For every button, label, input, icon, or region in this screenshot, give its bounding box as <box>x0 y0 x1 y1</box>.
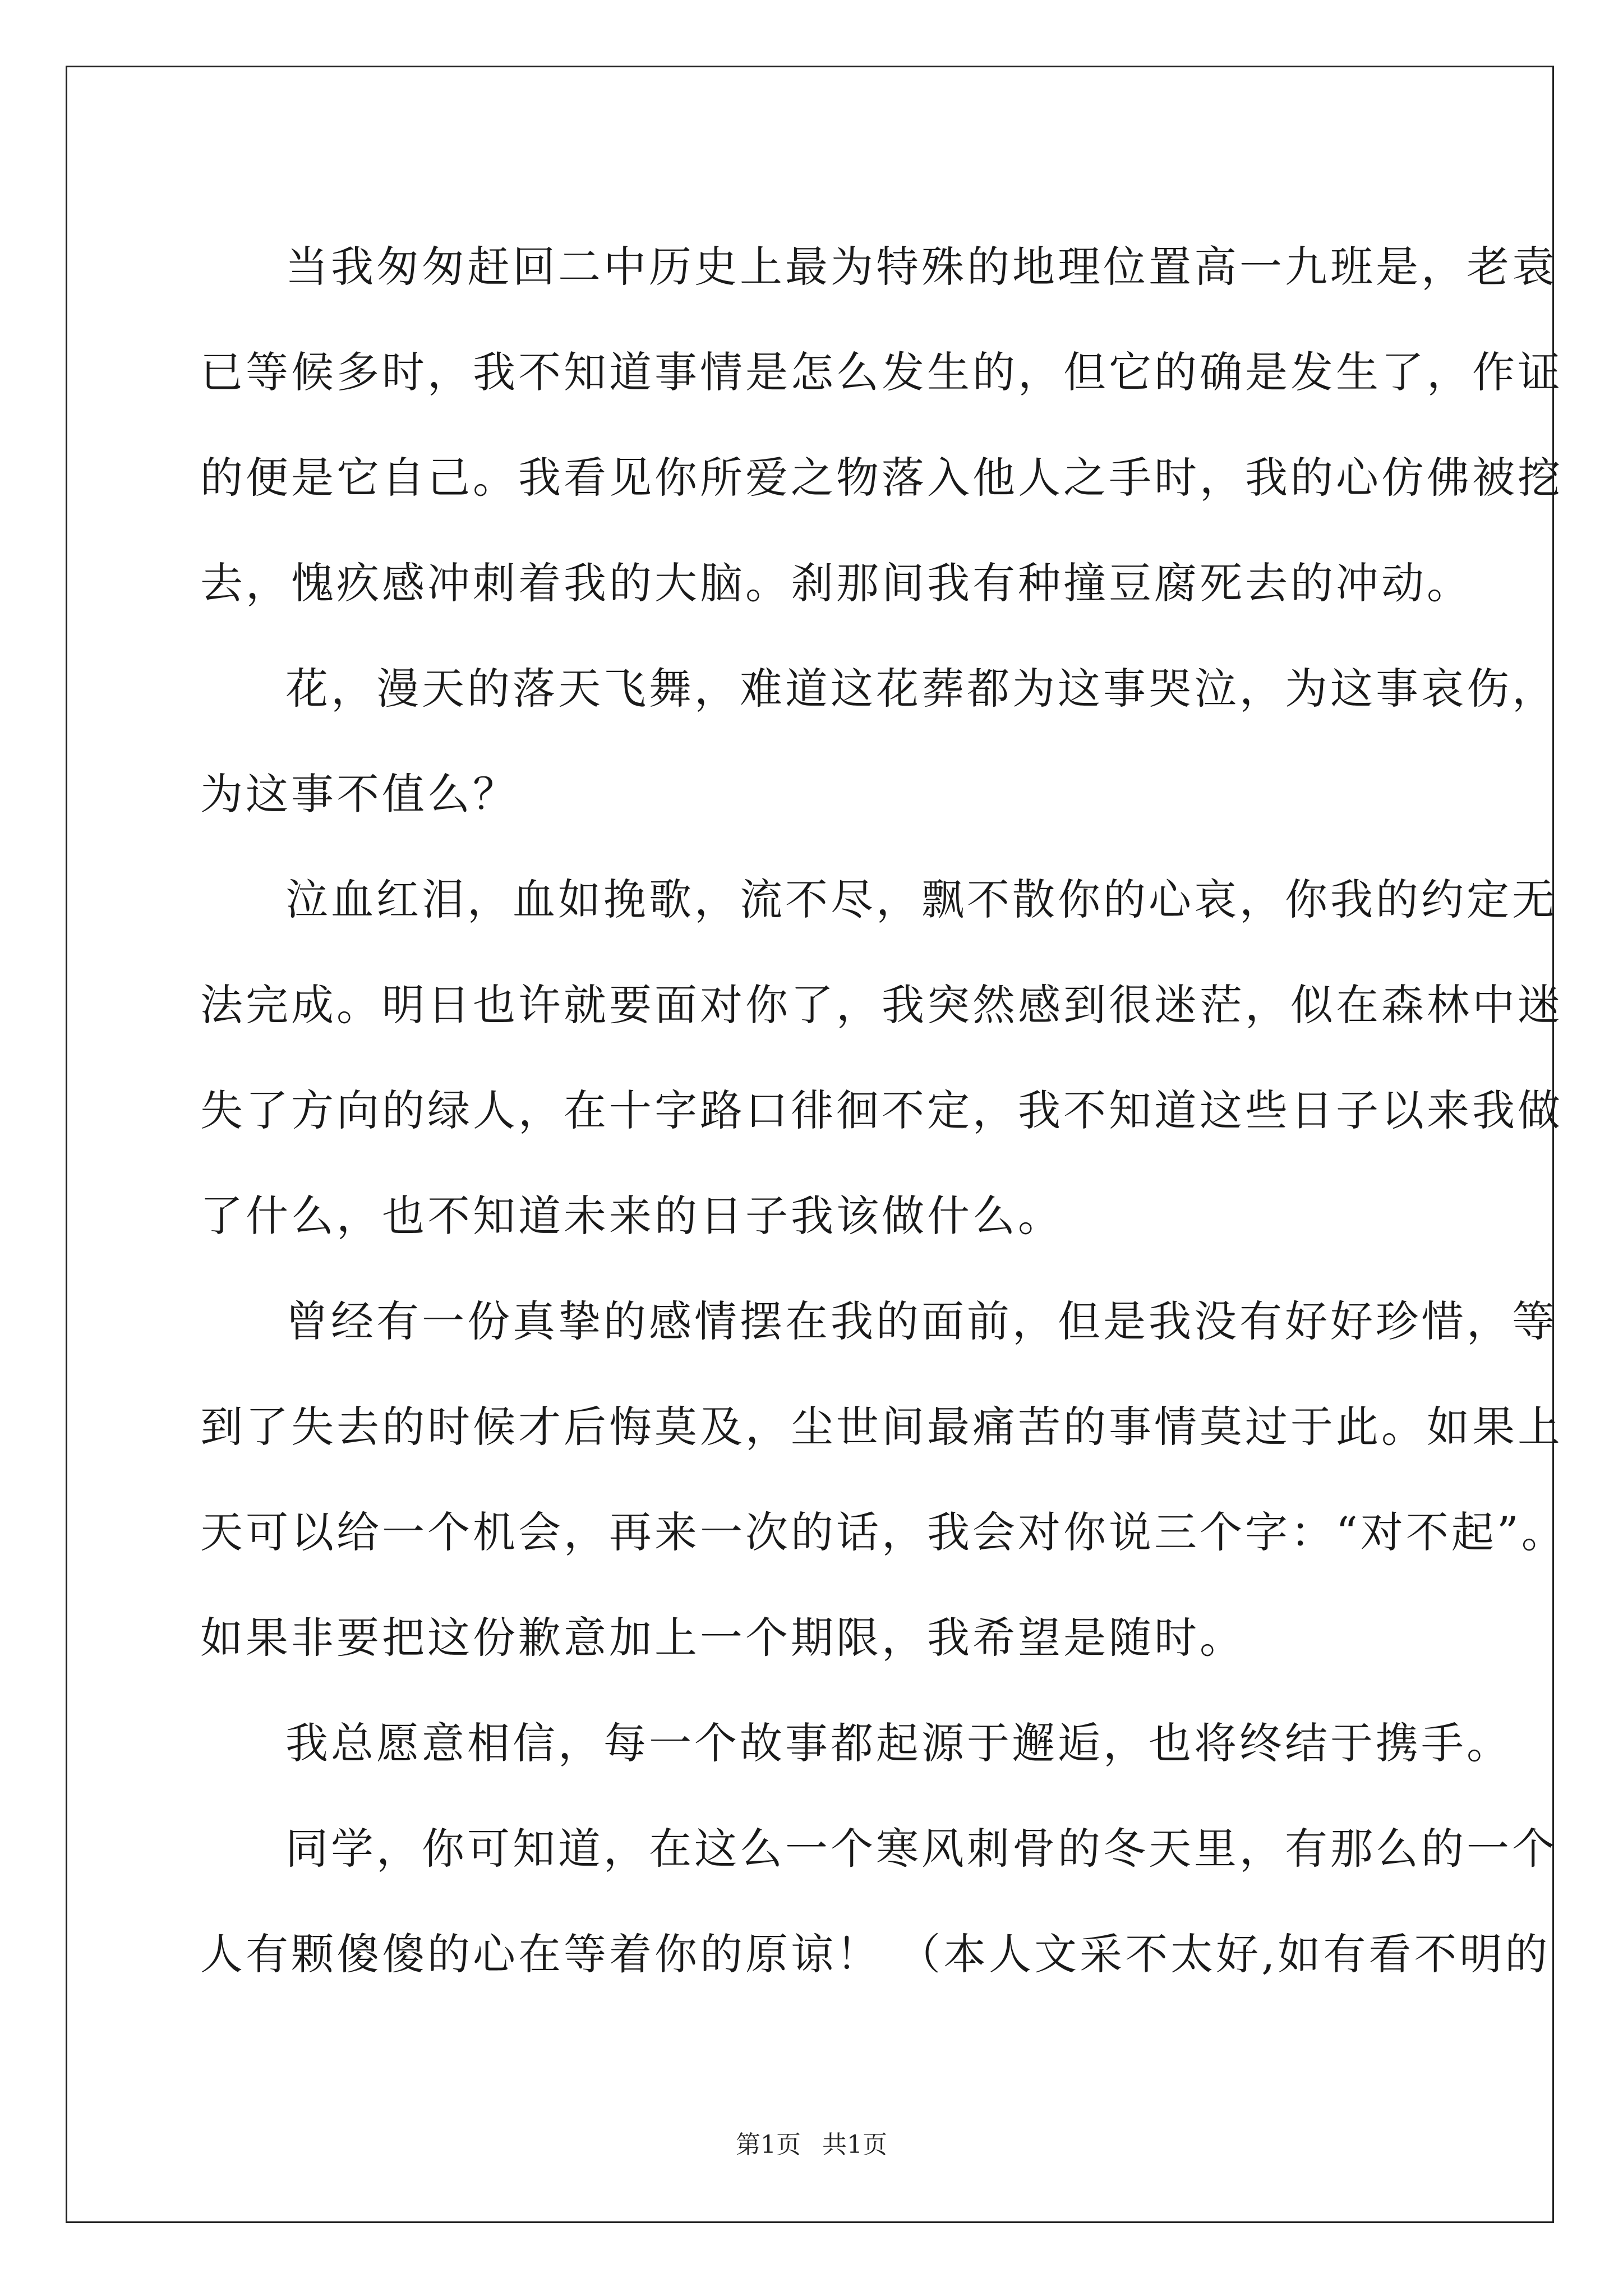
paragraph <box>200 1269 1567 1691</box>
text-line: 如果非要把这份歉意加上一个期限，我希望是随时。 <box>200 1613 1245 1663</box>
text-line: 失了方向的绿人，在十字路口徘徊不定，我不知道这些日子以来我做 <box>200 1085 1563 1135</box>
text-line: 天可以给一个机会，再来一次的话，我会对你说三个字：“对不起”。 <box>200 1507 1567 1557</box>
paragraph <box>200 1691 1512 1796</box>
text-line: 花，漫天的落天飞舞，难道这花葬都为这事哭泣，为这事哀伤， <box>285 664 1557 714</box>
paragraph <box>200 214 1563 636</box>
text-line: 同学，你可知道，在这么一个寒风刺骨的冬天里，有那么的一个 <box>285 1824 1557 1874</box>
text-line: 已等候多时，我不知道事情是怎么发生的，但它的确是发生了，作证 <box>200 347 1563 397</box>
text-line: 去，愧疚感冲刺着我的大脑。刹那间我有种撞豆腐死去的冲动。 <box>200 558 1472 608</box>
paragraph <box>200 847 1563 1269</box>
text-line: 泣血红泪，血如挽歌，流不尽，飘不散你的心哀，你我的约定无 <box>285 875 1557 924</box>
paragraph <box>200 636 1557 847</box>
text-line: 了什么，也不知道未来的日子我该做什么。 <box>200 1191 1063 1241</box>
text-line: 当我匆匆赶回二中历史上最为特殊的地理位置高一九班是，老袁 <box>285 242 1557 292</box>
text-line: 的便是它自己。我看见你所爱之物落入他人之手时，我的心仿佛被挖 <box>200 453 1563 503</box>
page-current: 第1页 <box>736 2131 801 2159</box>
text-line: 法完成。明日也许就要面对你了，我突然感到很迷茫，似在森林中迷 <box>200 980 1563 1030</box>
page-total: 共1页 <box>822 2131 887 2159</box>
text-line: 曾经有一份真挚的感情摆在我的面前，但是我没有好好珍惜，等 <box>285 1296 1557 1346</box>
paragraph <box>200 1796 1557 2007</box>
text-line: 到了失去的时候才后悔莫及，尘世间最痛苦的事情莫过于此。如果上 <box>200 1402 1563 1452</box>
document-body <box>200 214 1567 2007</box>
text-line: 我总愿意相信，每一个故事都起源于邂逅，也将终结于携手。 <box>285 1718 1512 1768</box>
text-line: 人有颗傻傻的心在等着你的原谅！ （本人文采不太好,如有看不明的 <box>200 1929 1551 1979</box>
text-line: 为这事不值么？ <box>200 769 518 819</box>
page-footer <box>0 2128 1623 2162</box>
